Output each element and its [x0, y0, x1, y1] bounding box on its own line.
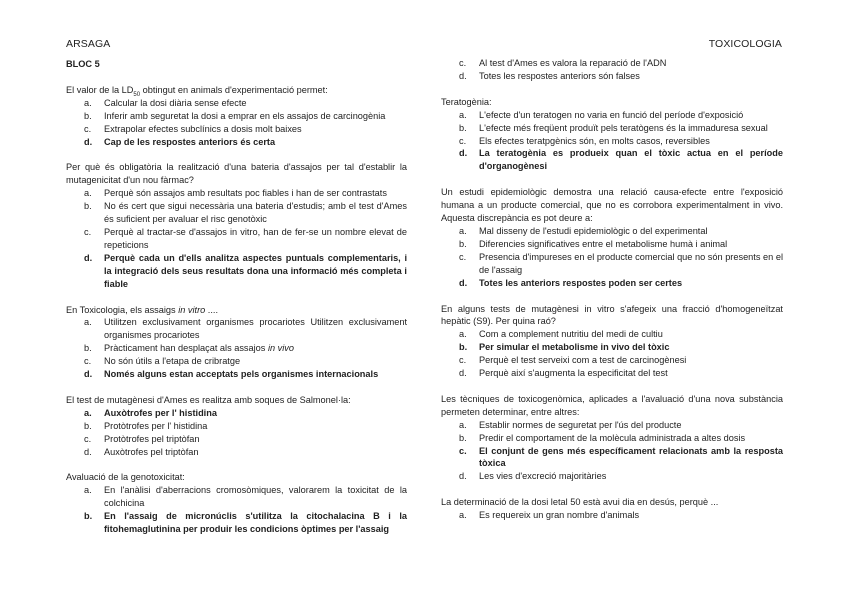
question-6: [441, 96, 783, 173]
option-text: Calcular la dosi diària sense efecte: [104, 97, 247, 108]
option-letter: d.: [84, 446, 92, 457]
option-letter: b.: [84, 420, 92, 431]
option-item: [441, 328, 783, 341]
question-text-italic: in vitro: [178, 304, 206, 315]
option-letter: b.: [84, 201, 92, 212]
option-item: [441, 367, 783, 380]
option-letter: a.: [84, 317, 92, 328]
option-text: Es requereix un gran nombre d'animals: [479, 510, 640, 521]
option-item: [66, 200, 407, 226]
option-text: En l'assaig de micronúclis s'utilitza la citochalacina B i la fitohemaglutinina per produir les condicions òptimes per l'assaig: [104, 511, 407, 535]
question-text: Un estudi epidemiològic demostra una relació causa-efecte entre l'exposició humana a un producte comercial, que no es corrobora experimentalment in vivo. Aquesta discrepància es pot deure a:: [441, 187, 783, 224]
option-text: Totes les respostes anteriors són falses: [479, 70, 640, 81]
option-text: Perquè el test serveixi com a test de carcinogènesi: [479, 355, 687, 366]
option-text: [104, 342, 407, 355]
question-text-part: En Toxicologia, els assaigs: [66, 304, 179, 315]
option-letter: a.: [84, 188, 92, 199]
option-text: L'efecte d'un teratogen no varia en funció del període d'exposició: [479, 109, 744, 120]
question-text: El test de mutagènesi d'Ames es realitza amb soques de Salmonel·la:: [66, 394, 351, 405]
question-4: [66, 394, 407, 459]
option-item: [441, 135, 783, 148]
question-5: [66, 471, 407, 536]
option-item: [441, 354, 783, 367]
option-item-correct: [441, 445, 783, 471]
option-letter: a.: [84, 407, 92, 418]
option-letter: d.: [459, 70, 467, 81]
question-3: [66, 304, 407, 381]
option-text: Els efectes teratpgènics són, en molts casos, reversibles: [479, 135, 710, 146]
option-text: Inferir amb seguretat la dosi a emprar en els assajos de carcinogènia: [104, 110, 386, 121]
option-letter: c.: [459, 58, 467, 68]
header-right-title: TOXICOLOGIA: [708, 38, 782, 50]
option-item: [441, 238, 783, 251]
option-letter: b.: [459, 238, 467, 249]
option-text: Extrapolar efectes subclínics a dosis molt baixes: [104, 123, 302, 134]
option-item-correct: [441, 147, 783, 173]
option-text: No són útils a l'etapa de cribratge: [104, 356, 241, 367]
question-8: [441, 303, 783, 380]
option-letter: c.: [84, 356, 92, 367]
option-letter: b.: [84, 511, 93, 522]
option-item: [441, 251, 783, 277]
option-letter: d.: [459, 148, 468, 159]
option-item: [66, 97, 407, 110]
option-text: Utilitzen exclusivament organismes procariotes Utilitzen exclusivament organismes procariotes: [104, 317, 407, 341]
question-2: [66, 161, 407, 290]
option-item: [441, 70, 783, 83]
option-letter: b.: [459, 432, 467, 443]
question-text-part: obtingut en animals d'experimentació permet:: [140, 84, 328, 95]
option-item-correct: [66, 136, 407, 149]
option-item-correct: [66, 368, 407, 381]
option-letter: d.: [84, 136, 93, 147]
option-letter: c.: [84, 226, 92, 237]
question-text: En alguns tests de mutagènesi in vitro s'afegeix una fracció d'homogeneïtzat hepàtic (S9). Per quina raó?: [441, 303, 783, 327]
option-text: Establir normes de seguretat per l'ús del producte: [479, 419, 682, 430]
question-text: Teratogènia:: [441, 96, 492, 107]
question-text-part: ....: [205, 304, 219, 315]
option-letter: a.: [84, 97, 92, 108]
option-text: Perquè així s'augmenta la especificitat del test: [479, 368, 668, 379]
option-text: No és cert que sigui necessària una bateria d'estudis; amb el test d'Ames és suficient per avaluar el risc genotòxic: [104, 201, 407, 225]
option-letter: a.: [84, 485, 92, 496]
question-1: [66, 84, 407, 149]
option-text: Totes les anteriors respostes poden ser certes: [479, 277, 683, 288]
option-text: Les vies d'excreció majoritàries: [479, 471, 607, 482]
option-item-correct: [441, 277, 783, 290]
option-item-correct: [441, 341, 783, 354]
option-text: L'efecte més freqüent produït pels teratògens és la immaduresa sexual: [479, 122, 768, 133]
option-text: Per simular el metabolisme in vivo del tòxic: [479, 342, 670, 353]
question-text: La determinació de la dosi letal 50 està avui dia en desús, perquè ...: [441, 497, 719, 508]
option-text: Auxòtrofes pel triptòfan: [104, 446, 199, 457]
option-letter: d.: [459, 277, 468, 288]
option-text: Perquè cada un d'ells analitza aspectes puntuals complementaris, i la integració dels seus resultats dona una informació més completa i fiable: [104, 252, 407, 289]
right-column: [441, 57, 783, 535]
option-letter: b.: [84, 110, 92, 121]
option-item: [441, 509, 783, 522]
option-item: [441, 109, 783, 122]
option-item: [441, 225, 783, 238]
option-letter: b.: [459, 342, 468, 353]
option-item: [441, 122, 783, 135]
option-letter: c.: [459, 135, 467, 146]
option-text: La teratogènia es produeix quan el tòxic actua en el període d'organogènesi: [479, 148, 783, 172]
option-item: [66, 446, 407, 459]
option-item: [66, 355, 407, 368]
option-text: Diferencies significatives entre el metabolisme humà i animal: [479, 238, 728, 249]
option-letter: a.: [459, 419, 467, 430]
option-text: Com a complement nutritiu del medi de cultiu: [479, 329, 663, 340]
option-text: Perquè són assajos amb resultats poc fiables i han de ser contrastats: [104, 188, 387, 199]
option-item: [66, 316, 407, 342]
option-text: El conjunt de gens més específicament relacionats amb la resposta tòxica: [479, 445, 783, 469]
question-text: [66, 304, 407, 317]
option-text: Mal disseny de l'estudi epidemiològic o del experimental: [479, 225, 708, 236]
option-item: [66, 226, 407, 252]
bloc-title: BLOC 5: [66, 59, 100, 69]
option-letter: c.: [84, 123, 92, 134]
option-item: [66, 342, 407, 355]
option-text: Auxòtrofes per l' histidina: [104, 407, 217, 418]
option-letter: c.: [459, 445, 467, 456]
option-text: Al test d'Ames es valora la reparació de l'ADN: [479, 58, 667, 68]
option-item: [441, 57, 783, 70]
ld-subscript: 50: [133, 91, 141, 98]
option-letter: d.: [459, 471, 467, 482]
option-letter: d.: [84, 252, 93, 263]
option-text: Cap de les respostes anteriors és certa: [104, 136, 276, 147]
question-text: [66, 84, 407, 97]
option-item: [66, 484, 407, 510]
option-letter: c.: [459, 251, 467, 262]
option-item-correct: [66, 252, 407, 291]
option-letter: c.: [459, 355, 467, 366]
header-left-title: ARSAGA: [66, 38, 111, 50]
option-text: En l'anàlisi d'aberracions cromosòmiques, valorarem la toxicitat de la colchicina: [104, 485, 407, 509]
option-item-correct: [66, 407, 407, 420]
option-item: [66, 433, 407, 446]
option-text-part: Pràcticament han desplaçat als assajos: [104, 343, 268, 354]
option-text: Predir el comportament de la molècula administrada a altes dosis: [479, 432, 746, 443]
question-5-continued: [441, 57, 783, 83]
question-text: Les tècniques de toxicogenòmica, aplicades a l'avaluació d'una nova substància permeten determinar, entre altres:: [441, 393, 783, 417]
option-letter: d.: [459, 368, 467, 379]
option-item: [441, 432, 783, 445]
question-text: Per què és obligatòria la realització d'una bateria d'assajos per tal d'establir la mutagenicitat d'un nou fàrmac?: [66, 162, 407, 186]
question-7: [441, 186, 783, 289]
option-letter: b.: [459, 122, 467, 133]
option-item: [441, 470, 783, 483]
option-text: Només alguns estan acceptats pels organismes internacionals: [104, 369, 379, 380]
left-column: [66, 58, 407, 549]
option-item: [66, 187, 407, 200]
option-text: Presencia d'impureses en el producte comercial que no són presents en el de l'assaig: [479, 251, 783, 275]
question-10: [441, 496, 783, 522]
option-letter: b.: [84, 343, 92, 354]
option-item: [66, 420, 407, 433]
option-letter: a.: [459, 329, 467, 340]
option-letter: a.: [459, 109, 467, 120]
option-text: Protòtrofes pel triptòfan: [104, 433, 200, 444]
option-item-correct: [66, 510, 407, 536]
question-9: [441, 393, 783, 483]
option-text-italic: in vivo: [267, 343, 294, 354]
option-item: [66, 123, 407, 136]
option-letter: a.: [459, 510, 467, 521]
question-text: Avaluació de la genotoxicitat:: [66, 472, 185, 483]
option-letter: c.: [84, 433, 92, 444]
question-text-part: El valor de la LD: [66, 84, 134, 95]
option-text: Protòtrofes per l' histidina: [104, 420, 208, 431]
option-item: [441, 419, 783, 432]
option-item: [66, 110, 407, 123]
option-text: Perquè al tractar-se d'assajos in vitro, han de fer-se un nombre elevat de repeticions: [104, 226, 407, 250]
option-letter: d.: [84, 369, 93, 380]
option-letter: a.: [459, 225, 467, 236]
